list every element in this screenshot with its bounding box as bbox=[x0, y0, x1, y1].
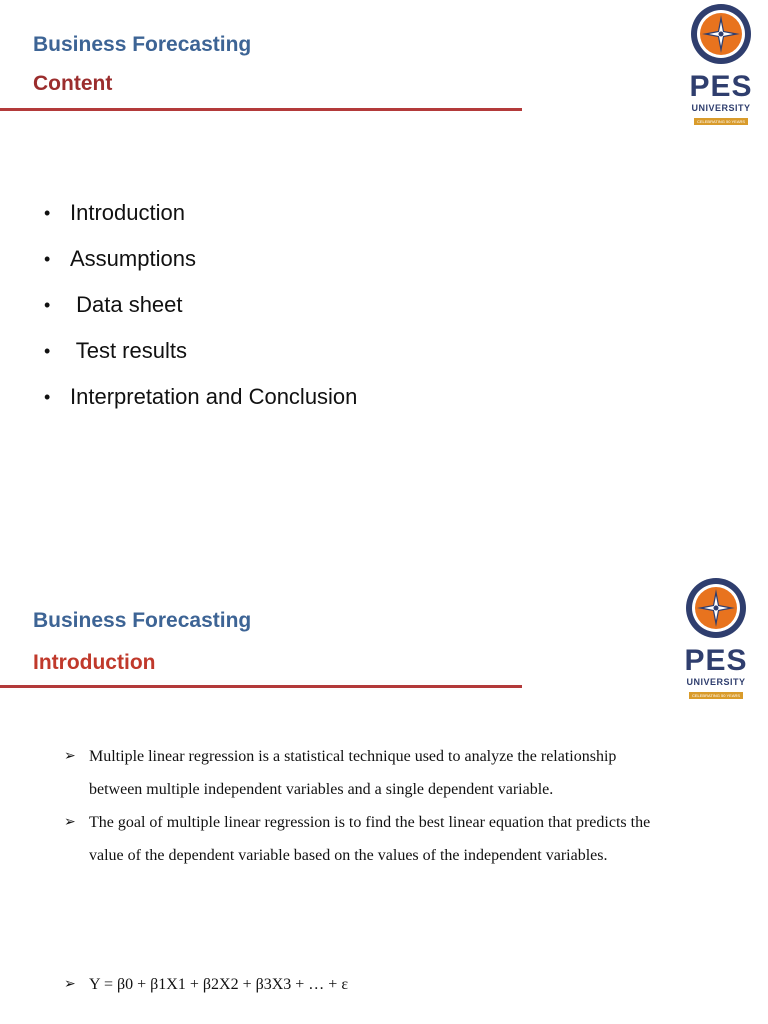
slide-introduction bbox=[0, 576, 768, 1024]
course-title: Business Forecasting bbox=[33, 609, 252, 632]
section-title: Introduction bbox=[33, 651, 156, 674]
list-item bbox=[64, 806, 664, 872]
compass-rose-icon bbox=[680, 576, 752, 642]
bullet-icon: • bbox=[44, 341, 51, 361]
logo-subtitle: UNIVERSITY bbox=[686, 677, 746, 687]
bullet-icon: • bbox=[44, 249, 51, 269]
university-logo bbox=[685, 2, 757, 132]
title-divider bbox=[0, 108, 522, 111]
arrow-bullet-icon: ➢ bbox=[64, 976, 76, 992]
point-text: Multiple linear regression is a statistical technique used to analyze the relationship between multiple independent variables and a single dependent variable. bbox=[89, 748, 617, 798]
introduction-points bbox=[64, 740, 664, 872]
logo-wordmark: PES bbox=[689, 70, 753, 103]
point-text: The goal of multiple linear regression is to find the best linear equation that predicts the value of the dependent variable based on the values of the independent variables. bbox=[89, 814, 651, 864]
logo-subtitle: UNIVERSITY bbox=[691, 103, 751, 113]
arrow-bullet-icon: ➢ bbox=[64, 748, 76, 764]
regression-formula bbox=[64, 968, 348, 1001]
bullet-icon: • bbox=[44, 387, 51, 407]
logo-wordmark: PES bbox=[684, 644, 748, 677]
logo-anniversary-band: CELEBRATING 50 YEARS bbox=[689, 692, 743, 699]
logo-anniversary-band: CELEBRATING 50 YEARS bbox=[694, 118, 748, 125]
course-title: Business Forecasting bbox=[33, 33, 252, 56]
list-item-label: Assumptions bbox=[70, 246, 196, 271]
section-title: Content bbox=[33, 72, 113, 95]
title-divider bbox=[0, 685, 522, 688]
list-item-label: Data sheet bbox=[70, 292, 183, 317]
bullet-icon: • bbox=[44, 295, 51, 315]
list-item-label: Test results bbox=[70, 338, 187, 363]
list-item-label: Interpretation and Conclusion bbox=[70, 384, 358, 409]
formula-text: Y = β0 + β1X1 + β2X2 + β3X3 + … + ε bbox=[89, 976, 349, 993]
university-logo bbox=[680, 576, 752, 706]
arrow-bullet-icon: ➢ bbox=[64, 814, 76, 830]
bullet-icon: • bbox=[44, 203, 51, 223]
list-item-label: Introduction bbox=[70, 200, 185, 225]
list-item bbox=[64, 740, 664, 806]
compass-rose-icon bbox=[685, 2, 757, 68]
